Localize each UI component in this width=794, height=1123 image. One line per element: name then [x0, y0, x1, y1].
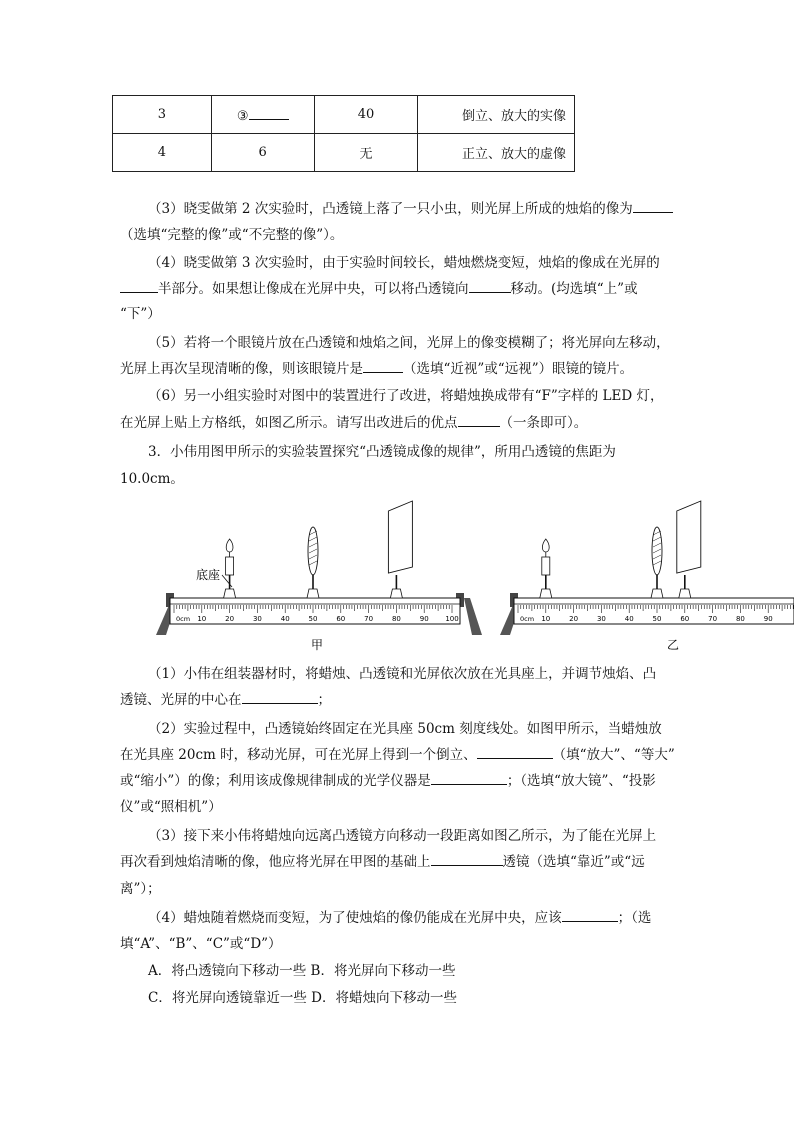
scale-label: 90: [763, 615, 773, 623]
answer-blank[interactable]: [562, 908, 618, 922]
text-line: （3）接下来小伟将蜡烛向远离凸透镜方向移动一段距离如图乙所示，为了能在光屏上: [148, 828, 657, 844]
option-c-d: C．将光屏向透镜靠近一些 D．将蜡烛向下移动一些: [148, 990, 457, 1006]
text-line: 在光具座 20cm 时，移动光屏，可在光屏上得到一个倒立、 （填“放大”、“等大”: [120, 747, 675, 763]
screen-holder: [679, 589, 691, 598]
cell-object-distance: ③: [211, 96, 314, 134]
text-line: 离”）；: [120, 881, 161, 897]
cell-image-distance: 40: [314, 96, 418, 134]
scale-label: 70: [708, 615, 718, 623]
answer-blank[interactable]: [363, 359, 403, 373]
optical-bench-yi: [500, 501, 794, 635]
candle-holder: [540, 589, 552, 598]
scale-label: 60: [336, 615, 346, 623]
scale-label: 0cm: [176, 615, 191, 623]
scale-label: 20: [225, 615, 235, 623]
answer-blank[interactable]: [477, 745, 553, 759]
scale-label: 20: [569, 615, 579, 623]
text-line: 在光屏上贴上方格纸，如图乙所示。请写出改进后的优点 （一条即可）。: [120, 415, 588, 431]
light-screen: [388, 501, 412, 573]
bench-leg: [464, 598, 482, 635]
scale-label: 0cm: [520, 615, 535, 623]
candle-holder: [224, 589, 236, 598]
screen-holder: [390, 589, 402, 598]
answer-blank[interactable]: [469, 279, 511, 293]
text-line: （4）晓雯做第 3 次实验时，由于实验时间较长，蜡烛燃烧变短，烛焰的像成在光屏的: [148, 255, 660, 271]
text-line: （2）实验过程中，凸透镜始终固定在光具座 50cm 刻度线处。如图甲所示，当蜡烛放: [148, 721, 662, 737]
text-line: 或“缩小”）的像；利用该成像规律制成的光学仪器是 ；（选填“放大镜”、“投影: [120, 773, 656, 789]
scale-label: 70: [364, 615, 374, 623]
answer-blank[interactable]: [120, 279, 158, 293]
scale-label: 30: [252, 615, 262, 623]
scale-label: 40: [624, 615, 634, 623]
scale-label: 10: [197, 615, 207, 623]
option-a-b: A．将凸透镜向下移动一些 B．将光屏向下移动一些: [148, 963, 456, 979]
text-line: 10.0cm。: [120, 471, 184, 487]
text-line: （选填“完整的像”或“不完整的像”）。: [120, 227, 344, 243]
text-line: 填“A”、“B”、“C”或“D”）: [120, 936, 282, 952]
scale-label: 60: [680, 615, 690, 623]
text-line: （5）若将一个眼镜片放在凸透镜和烛焰之间，光屏上的像变模糊了；将光屏向左移动，: [148, 335, 670, 351]
base-label: 底座: [196, 568, 221, 582]
results-table: [112, 95, 575, 172]
candle-flame: [226, 539, 233, 552]
scale-label: 10: [541, 615, 551, 623]
text-line: 半部分。如果想让像成在光屏中央，可以将凸透镜向 移动。(均选填“上”或: [120, 279, 638, 299]
optical-bench-figure: [0, 495, 794, 655]
text-line: （3）晓雯做第 2 次实验时，凸透镜上落了一只小虫，则光屏上所成的烛焰的像为: [148, 199, 673, 219]
cell-object-distance: 6: [211, 134, 314, 172]
scale-label: 90: [419, 615, 429, 623]
scale-label: 50: [308, 615, 318, 623]
text-line: 仪”或“照相机”）: [120, 799, 222, 815]
text-line: 光屏上再次呈现清晰的像，则该眼镜片是 （选填“近视”或“远视”）眼镜的镜片。: [120, 361, 634, 377]
scale-label: 50: [652, 615, 662, 623]
text-line: 再次看到烛焰清晰的像，他应将光屏在甲图的基础上 透镜（选填“靠近”或“远: [120, 854, 645, 870]
cell-result: 倒立、放大的实像: [418, 96, 575, 134]
text-line: 透镜、光屏的中心在 ；: [120, 692, 331, 708]
text-line: （6）另一小组实验时对图中的装置进行了改进，将蜡烛换成带有“F”字样的 LED 灯，: [148, 388, 664, 404]
figure-label-jia: 甲: [311, 638, 324, 652]
lens-holder: [651, 589, 663, 598]
answer-blank[interactable]: [633, 199, 673, 213]
cell-image-distance: 无: [314, 134, 418, 172]
scale-label: 40: [280, 615, 290, 623]
question-3-stem: 3．小伟用图甲所示的实验装置探究“凸透镜成像的规律”，所用凸透镜的焦距为: [148, 444, 616, 460]
text-line: （1）小伟在组装器材时，将蜡烛、凸透镜和光屏依次放在光具座上，并调节烛焰、凸: [148, 666, 657, 682]
cell-result: 正立、放大的虚像: [418, 134, 575, 172]
scale-label: 30: [596, 615, 606, 623]
table-row: [113, 96, 575, 134]
candle-body: [542, 557, 550, 575]
answer-blank[interactable]: [249, 106, 289, 120]
lens-holder: [307, 589, 319, 598]
text-line: “下”）: [120, 306, 161, 322]
answer-blank[interactable]: [458, 413, 500, 427]
text-line: （4）蜡烛随着燃烧而变短，为了使烛焰的像仍能成在光屏中央，应该 ；（选: [148, 910, 652, 926]
scale-label: 100: [445, 615, 459, 623]
candle-body: [226, 557, 234, 575]
scale-label: 80: [391, 615, 401, 623]
candle-flame: [542, 539, 549, 552]
figure-label-yi: 乙: [667, 638, 680, 652]
answer-blank[interactable]: [431, 852, 503, 866]
answer-blank[interactable]: [431, 771, 507, 785]
cell-index: 4: [113, 134, 212, 172]
cell-index: 3: [113, 96, 212, 134]
answer-blank[interactable]: [242, 690, 318, 704]
table-row: [113, 134, 575, 172]
scale-label: 80: [735, 615, 745, 623]
light-screen: [677, 501, 701, 573]
